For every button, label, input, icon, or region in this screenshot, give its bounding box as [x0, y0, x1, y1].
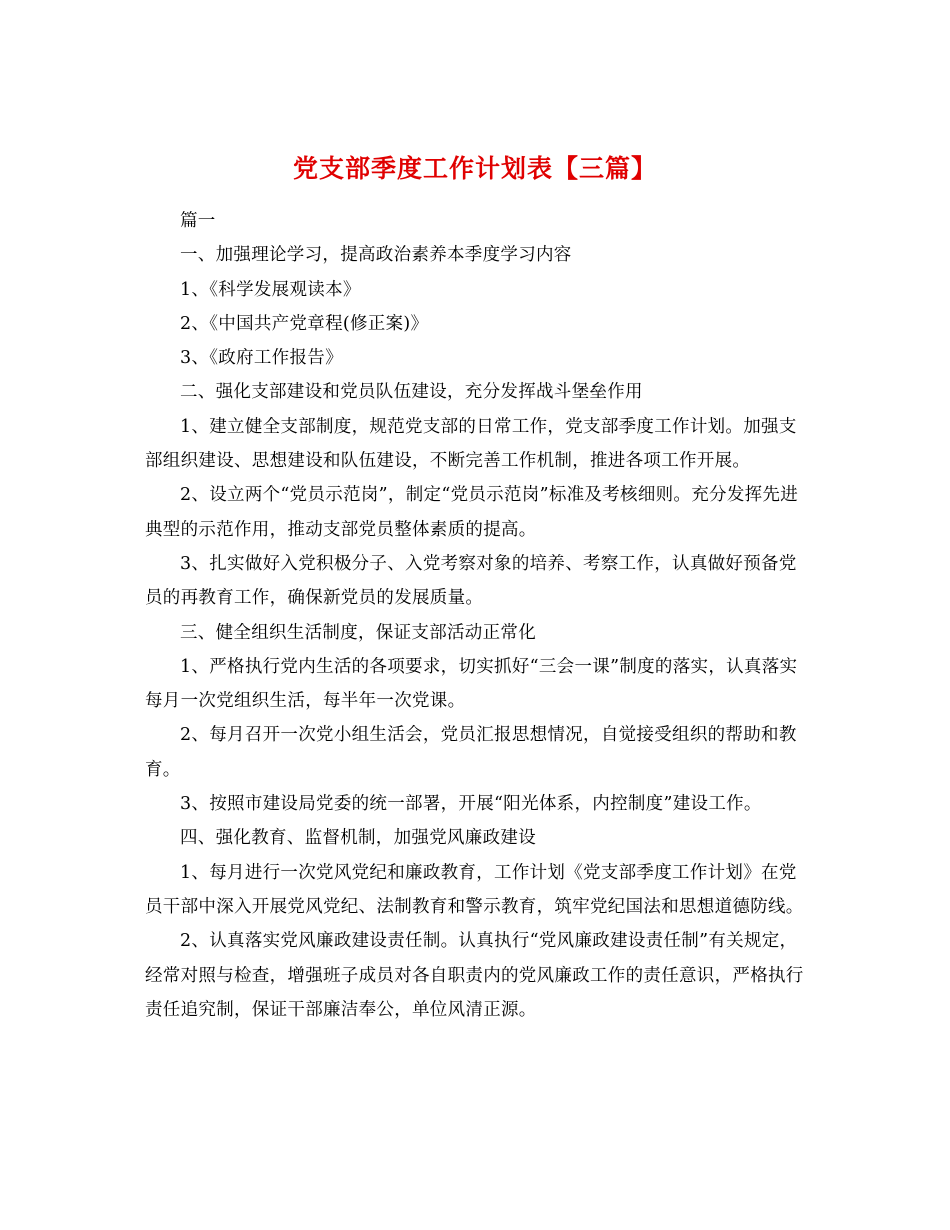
paragraph: 一、加强理论学习，提高政治素养本季度学习内容 — [180, 245, 572, 266]
document-title: 党支部季度工作计划表【三篇】 — [292, 153, 657, 183]
paragraph: 四、强化教育、监督机制，加强党风廉政建设 — [180, 828, 536, 849]
paragraph: 2、设立两个“党员示范岗”，制定“党员示范岗”标准及考核细则。充分发挥先进典型的示范作用，推动支部党员整体素质的提高。 — [145, 485, 799, 540]
paragraph: 2、每月召开一次党小组生活会，党员汇报思想情况，自觉接受组织的帮助和教育。 — [145, 725, 797, 780]
paragraph: 二、强化支部建设和党员队伍建设，充分发挥战斗堡垒作用 — [180, 382, 643, 403]
paragraph: 三、健全组织生活制度，保证支部活动正常化 — [180, 622, 536, 643]
paragraph: 1、严格执行党内生活的各项要求，切实抓好“三会一课”制度的落实，认真落实每月一次党组织生活，每半年一次党课。 — [145, 656, 798, 712]
document-body — [145, 204, 805, 1027]
paragraph: 3、扎实做好入党积极分子、入党考察对象的培养、考察工作，认真做好预备党员的再教育工作，确保新党员的发展质量。 — [145, 553, 797, 609]
paragraph: 3、《政府工作报告》 — [180, 348, 343, 369]
paragraph: 1、建立健全支部制度，规范党支部的日常工作，党支部季度工作计划。加强支部组织建设、思想建设和队伍建设，不断完善工作机制，推进各项工作开展。 — [145, 416, 797, 472]
paragraph: 篇一 — [180, 211, 216, 231]
paragraph: 2、认真落实党风廉政建设责任制。认真执行“党风廉政建设责任制”有关规定，经常对照与检查，增强班子成员对各自职责内的党风廉政工作的责任意识，严格执行责任追究制，保证干部廉洁奉公，单位风清正源。 — [145, 931, 804, 1020]
paragraph: 1、每月进行一次党风党纪和廉政教育，工作计划《党支部季度工作计划》在党员干部中深入开展党风党纪、法制教育和警示教育，筑牢党纪国法和思想道德防线。 — [145, 862, 804, 917]
paragraph: 3、按照市建设局党委的统一部署，开展“阳光体系，内控制度”建设工作。 — [180, 794, 762, 815]
paragraph: 1、《科学发展观读本》 — [180, 279, 361, 300]
paragraph: 2、《中国共产党章程(修正案)》 — [180, 313, 429, 334]
